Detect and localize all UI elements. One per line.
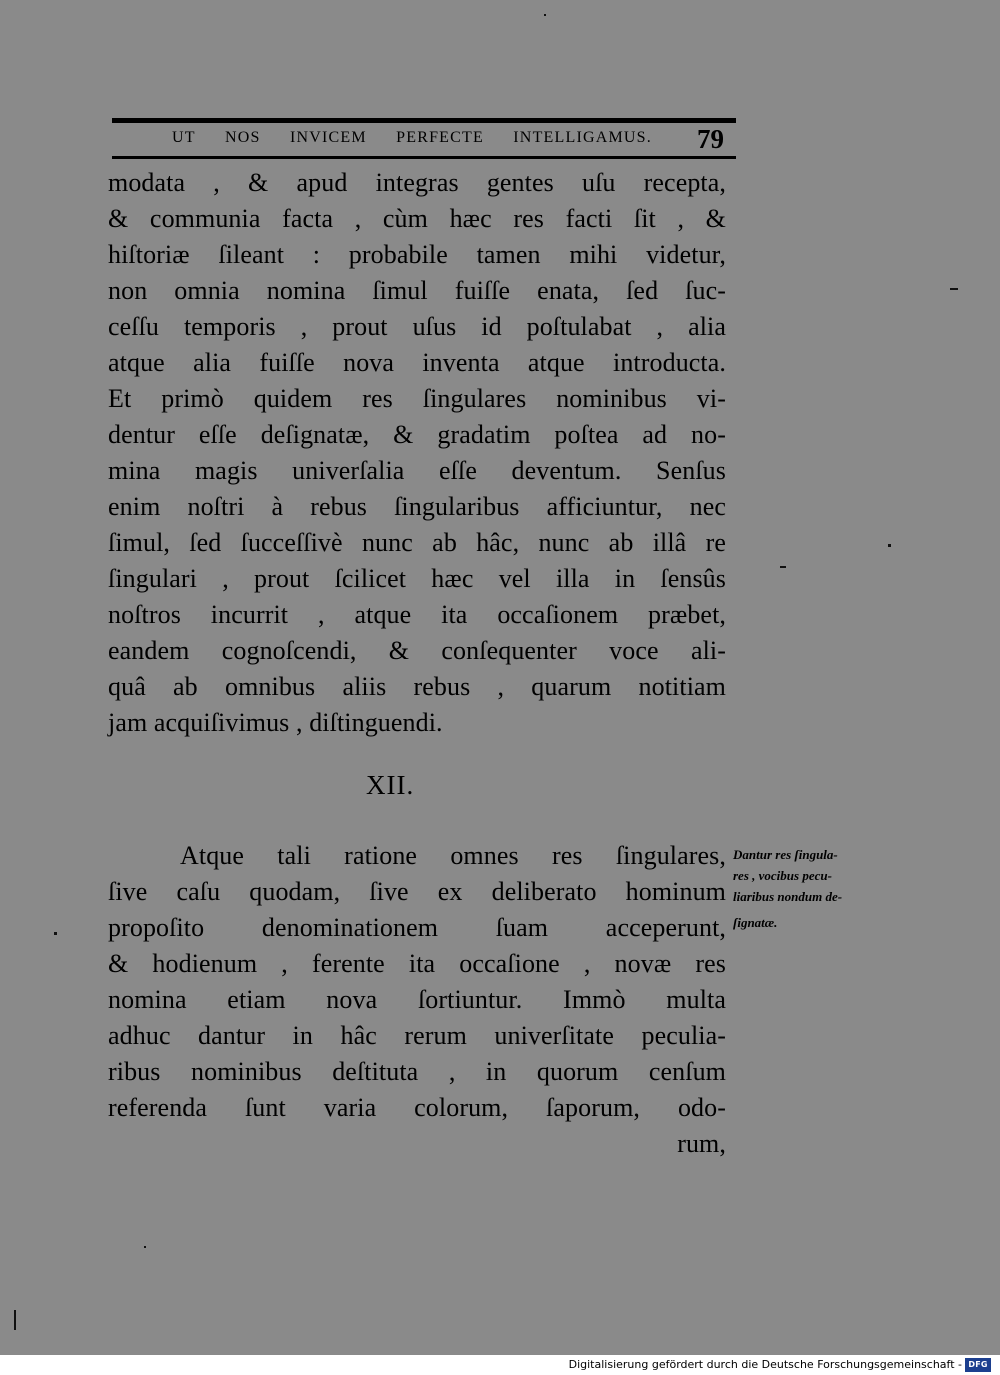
text-line: Atque tali ratione omnes res ſingulares, xyxy=(180,841,726,870)
text-line: ſive caſu quodam, ſive ex deliberato hominum xyxy=(108,877,726,906)
text-line: & hodienum , ferente ita occaſione , novæ res xyxy=(108,949,726,978)
text-line: quâ ab omnibus aliis rebus , quarum notitiam xyxy=(108,672,726,701)
scan-speck xyxy=(780,566,786,568)
running-head-word: PERFECTE xyxy=(396,129,484,146)
dfg-logo: DFG xyxy=(965,1358,991,1372)
text-line: adhuc dantur in hâc rerum univerſitate peculia- xyxy=(108,1021,726,1050)
scan-speck xyxy=(144,1246,146,1248)
running-head xyxy=(172,129,652,147)
header-rule-top xyxy=(112,118,736,123)
funding-notice: Digitalisierung gefördert durch die Deutsche Forschungsgemeinschaft - xyxy=(568,1358,962,1371)
text-line: referenda ſunt varia colorum, ſaporum, odo- xyxy=(108,1093,726,1122)
scan-speck xyxy=(54,932,57,935)
running-head-word: UT xyxy=(172,129,196,146)
text-line: nomina etiam nova ſortiuntur. Immò multa xyxy=(108,985,726,1014)
scan-speck xyxy=(950,288,958,290)
text-line: non omnia nomina ſimul fuiſſe enata, ſed ſuc- xyxy=(108,276,726,305)
text-line: ribus nominibus deſtituta , in quorum cenſum xyxy=(108,1057,726,1086)
text-line: mina magis univerſalia eſſe deventum. Senſus xyxy=(108,456,726,485)
text-line: & communia facta , cùm hæc res facti ſit , & xyxy=(108,204,726,233)
text-line: Et primò quidem res ſingulares nominibus vi- xyxy=(108,384,726,413)
scan-speck xyxy=(14,1310,16,1330)
section-number: XII. xyxy=(366,770,415,800)
scan-speck xyxy=(888,544,891,547)
text-line: modata , & apud integras gentes uſu recepta, xyxy=(108,168,726,197)
text-line: hiſtoriæ ſileant : probabile tamen mihi videtur, xyxy=(108,240,726,269)
text-line: dentur eſſe deſignatæ, & gradatim poſtea ad no- xyxy=(108,420,726,449)
margin-note-line: res , vocibus pecu- xyxy=(733,868,832,883)
margin-note-line: ſignatæ. xyxy=(733,915,778,930)
text-line: ceſſu temporis , prout uſus id poſtulabat , alia xyxy=(108,312,726,341)
page-number: 79 xyxy=(697,124,724,154)
header-rule-bottom xyxy=(112,156,736,159)
text-line: noſtros incurrit , atque ita occaſionem præbet, xyxy=(108,600,726,629)
footer-bar xyxy=(0,1355,1000,1375)
text-line: rum, xyxy=(677,1129,726,1158)
running-head-word: NOS xyxy=(225,129,261,146)
text-line: atque alia fuiſſe nova inventa atque introducta. xyxy=(108,348,726,377)
running-head-word: INTELLIGAMUS. xyxy=(513,129,652,146)
margin-note-line: liaribus nondum de- xyxy=(733,889,843,904)
text-line: jam acquiſivimus , diſtinguendi. xyxy=(108,708,443,737)
text-line: enim noſtri à rebus ſingularibus afficiuntur, nec xyxy=(108,492,726,521)
text-line: ſimul, ſed ſucceſſivè nunc ab hâc, nunc ab illâ re xyxy=(108,528,726,557)
text-line: eandem cognoſcendi, & conſequenter voce ali- xyxy=(108,636,726,665)
running-head-word: INVICEM xyxy=(289,129,367,146)
scan-speck xyxy=(544,14,546,16)
margin-note-line: Dantur res ſingula- xyxy=(733,847,838,862)
text-line: propoſito denominationem ſuam acceperunt, xyxy=(108,913,726,942)
text-line: ſingulari , prout ſcilicet hæc vel illa in ſensûs xyxy=(108,564,726,593)
